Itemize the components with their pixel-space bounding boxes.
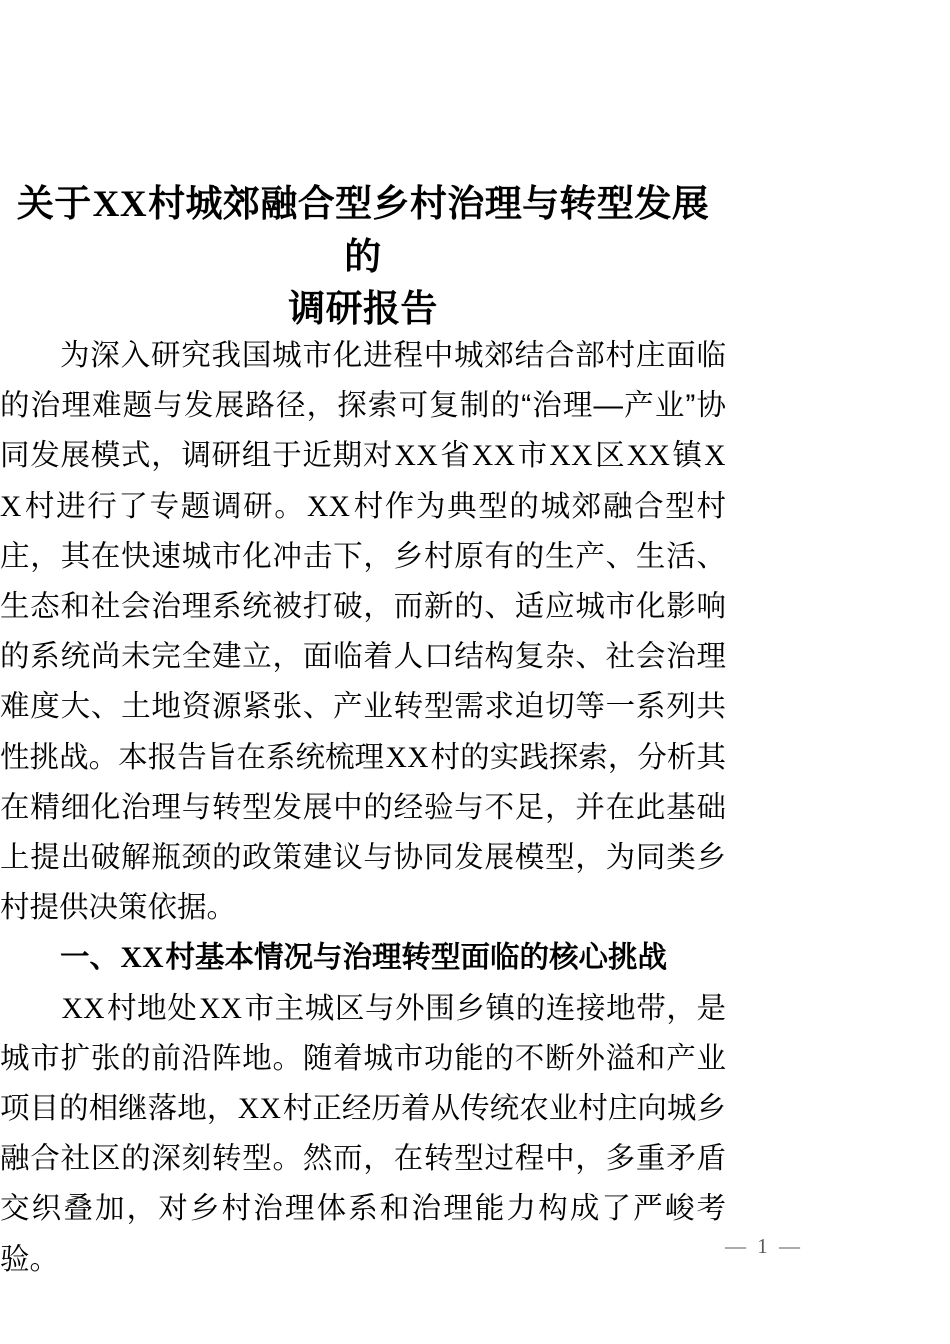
document-body (0, 331, 726, 1285)
placeholder-token-xx: XX (92, 184, 148, 225)
placeholder-token-xx: XX (385, 741, 430, 774)
page-title (0, 178, 726, 335)
placeholder-token-xx: XX (549, 440, 593, 473)
placeholder-token-xx: XX (394, 440, 439, 473)
placeholder-token-xx: XX (472, 440, 516, 473)
placeholder-token-xx: XX (120, 942, 164, 975)
section-1-paragraph-1: XX村地处XX市主城区与外围乡镇的连接地带，是城市扩张的前沿阵地。随着城市功能的不断外溢和产业项目的相继落地，XX村正经历着从传统农业村庄向城乡融合社区的深刻转型。然而，在转型过程中，多重矛盾交织叠加，对乡村治理体系和治理能力构成了严峻考验。 (0, 991, 726, 1276)
placeholder-token-xx: XX (626, 440, 671, 473)
page-title-line-1: 关于XX村城郊融合型乡村治理与转型发展的 (16, 183, 710, 277)
intro-paragraph: 为深入研究我国城市化进程中城郊结合部村庄面临的治理难题与发展路径，探索可复制的“治理—产业”协同发展模式，调研组于近期对XX省XX市XX区XX镇XX村进行了专题调研。XX村作为典型的城郊融合型村庄，其在快速城市化冲击下，乡村原有的生产、生活、生态和社会治理系统被打破，而新的、适应城市化影响的系统尚未完全建立，面临着人口结构复杂、社会治理难度大、土地资源紧张、产业转型需求迫切等一系列共性挑战。本报告旨在系统梳理XX村的实践探索，分析其在精细化治理与转型发展中的经验与不足，并在此基础上提出破解瓶颈的政策建议与协同发展模型，为同类乡村提供决策依据。 (0, 339, 726, 925)
placeholder-token-xx: XX (237, 1093, 282, 1126)
placeholder-token-xx: XX (0, 440, 726, 523)
placeholder-token-xx: XX (198, 992, 243, 1025)
page-title-line-2: 调研报告 (288, 288, 438, 329)
page-number-footer: — 1 — (725, 1234, 803, 1258)
section-heading-1: 一、XX村基本情况与治理转型面临的核心挑战 (60, 941, 667, 975)
placeholder-token-xx: XX (306, 490, 351, 523)
placeholder-token-xx: XX (61, 992, 105, 1025)
